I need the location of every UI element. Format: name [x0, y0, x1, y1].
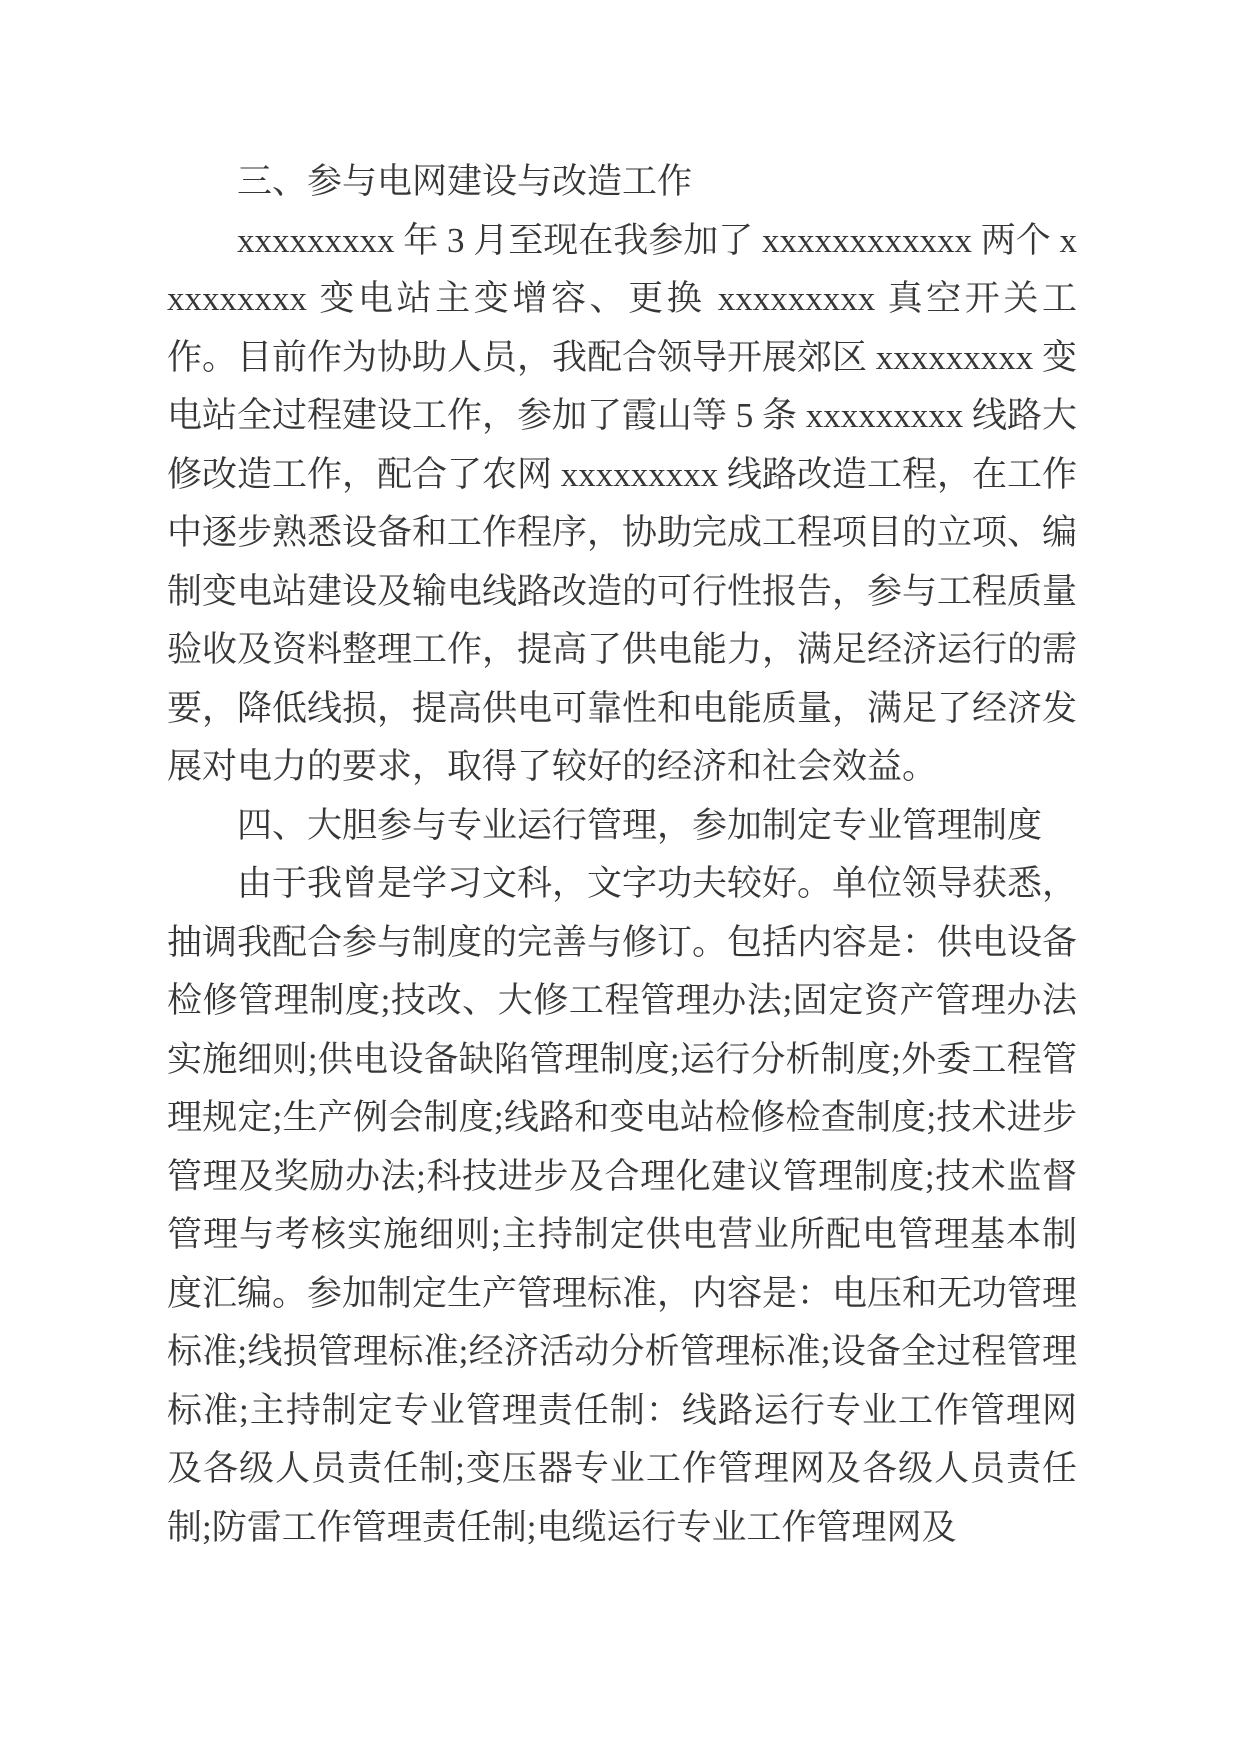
- body-paragraph: 由于我曾是学习文科，文字功夫较好。单位领导获悉，抽调我配合参与制度的完善与修订。包括内容是：供电设备检修管理制度;技改、大修工程管理办法;固定资产管理办法实施细则;供电设备缺陷管理制度;运行分析制度;外委工程管理规定;生产例会制度;线路和变电站检修检查制度;技术进步管理及奖励办法;科技进步及合理化建议管理制度;技术监督管理与考核实施细则;主持制定供电营业所配电管理基本制度汇编。参加制定生产管理标准，内容是：电压和无功管理标准;线损管理标准;经济活动分析管理标准;设备全过程管理标准;主持制定专业管理责任制：线路运行专业工作管理网及各级人员责任制;变压器专业工作管理网及各级人员责任制;防雷工作管理责任制;电缆运行专业工作管理网及: [167, 864, 1078, 1547]
- section-heading: 四、大胆参与专业运行管理，参加制定专业管理制度: [237, 805, 1043, 845]
- body-paragraph: xxxxxxxxx 年 3 月至现在我参加了 xxxxxxxxxxxx 两个 xxxxxxxxx 变电站主变增容、更换 xxxxxxxxx 真空开关工作。目前作为协助人员，我配合领导开展郊区 xxxxxxxxx 变电站全过程建设工作，参加了霞山等 5 条 xxxxxxxxx 线路大修改造工作，配合了农网 xxxxxxxxx 线路改造工程，在工作中逐步熟悉设备和工作程序，协助完成工程项目的立项、编制变电站建设及输电线路改造的可行性报告，参与工程质量验收及资料整理工作，提高了供电能力，满足经济运行的需要，降低线损，提高供电可靠性和电能质量，满足了经济发展对电力的要求，取得了较好的经济和社会效益。: [167, 220, 1078, 786]
- document-body: [167, 153, 1077, 1557]
- section-heading: 三、参与电网建设与改造工作: [237, 162, 693, 201]
